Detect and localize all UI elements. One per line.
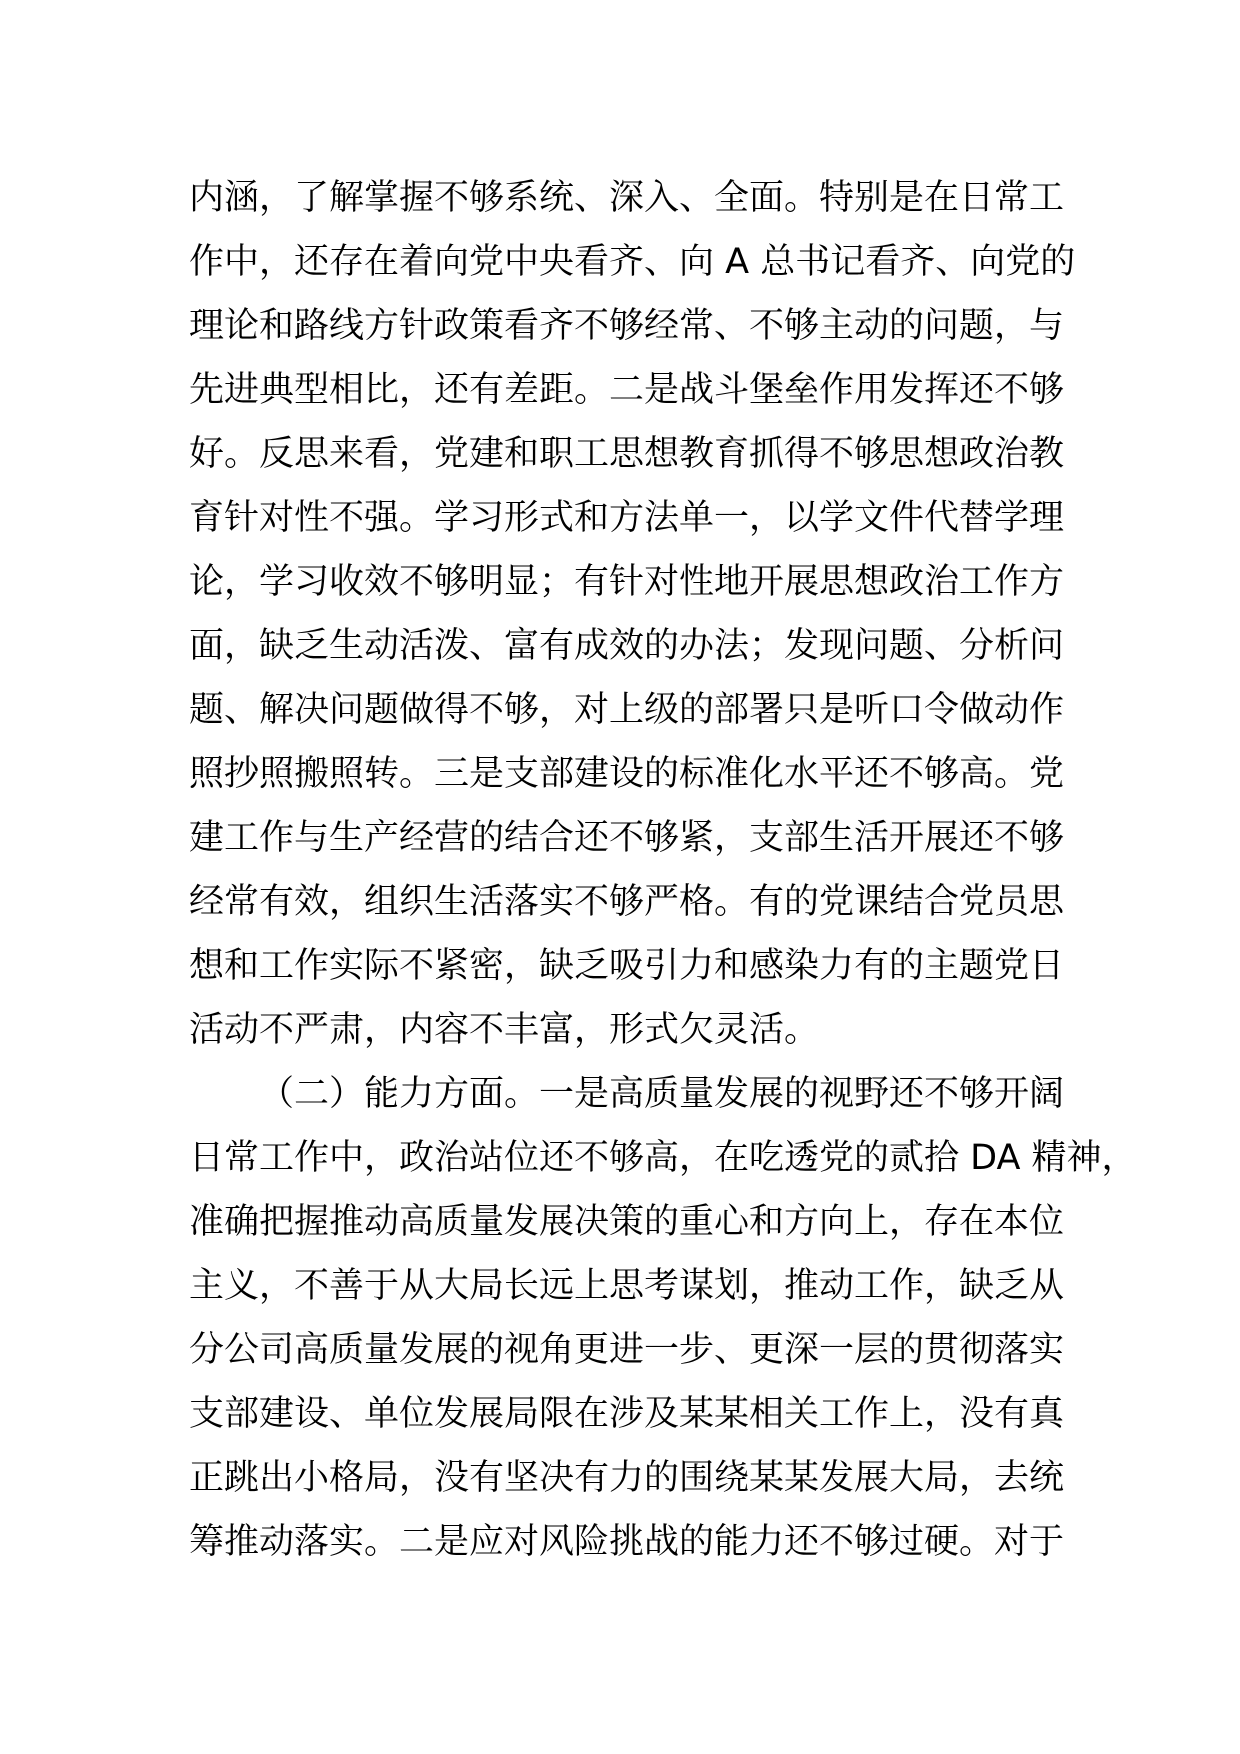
- text-line-3: 理论和路线方针政策看齐不够经常、不够主动的问题，与: [189, 306, 1065, 346]
- text-line-9: 题、解决问题做得不够，对上级的部署只是听口令做动作: [189, 690, 1065, 730]
- text-line-4: 先进典型相比，还有差距。二是战斗堡垒作用发挥还不够: [189, 370, 1065, 410]
- text-line-11: 建工作与生产经营的结合还不够紧，支部生活开展还不够: [189, 818, 1065, 858]
- text-line-21: 正跳出小格局，没有坚决有力的围绕某某发展大局，去统: [189, 1458, 1065, 1498]
- text-line-14: 活动不严肃，内容不丰富，形式欠灵活。: [189, 1010, 820, 1050]
- text-line-8: 面，缺乏生动活泼、富有成效的办法；发现问题、分析问: [189, 626, 1065, 666]
- body-text: [189, 166, 1137, 1574]
- text-line-18: 主义，不善于从大局长远上思考谋划，推动工作，缺乏从: [189, 1266, 1065, 1306]
- text-line-13: 想和工作实际不紧密，缺乏吸引力和感染力有的主题党日: [189, 946, 1065, 986]
- text-line-19: 分公司高质量发展的视角更进一步、更深一层的贯彻落实: [189, 1330, 1065, 1370]
- text-line-17: 准确把握推动高质量发展决策的重心和方向上，存在本位: [189, 1202, 1065, 1242]
- text-line-5: 好。反思来看，党建和职工思想教育抓得不够思想政治教: [189, 434, 1065, 474]
- text-line-7: 论，学习收效不够明显；有针对性地开展思想政治工作方: [189, 562, 1065, 602]
- text-line-6: 育针对性不强。学习形式和方法单一，以学文件代替学理: [189, 498, 1065, 538]
- text-line-20: 支部建设、单位发展局限在涉及某某相关工作上，没有真: [189, 1394, 1065, 1434]
- text-line-12: 经常有效，组织生活落实不够严格。有的党课结合党员思: [189, 882, 1065, 922]
- text-line-16: 日常工作中，政治站位还不够高，在吃透党的贰拾 DA 精神，: [189, 1138, 1137, 1178]
- text-line-15: （二）能力方面。一是高质量发展的视野还不够开阔: [259, 1074, 1065, 1114]
- text-line-2: 作中，还存在着向党中央看齐、向 A 总书记看齐、向党的: [189, 242, 1076, 282]
- text-line-1: 内涵，了解掌握不够系统、深入、全面。特别是在日常工: [189, 178, 1065, 218]
- text-line-22: 筹推动落实。二是应对风险挑战的能力还不够过硬。对于: [189, 1522, 1065, 1562]
- text-line-10: 照抄照搬照转。三是支部建设的标准化水平还不够高。党: [189, 754, 1065, 794]
